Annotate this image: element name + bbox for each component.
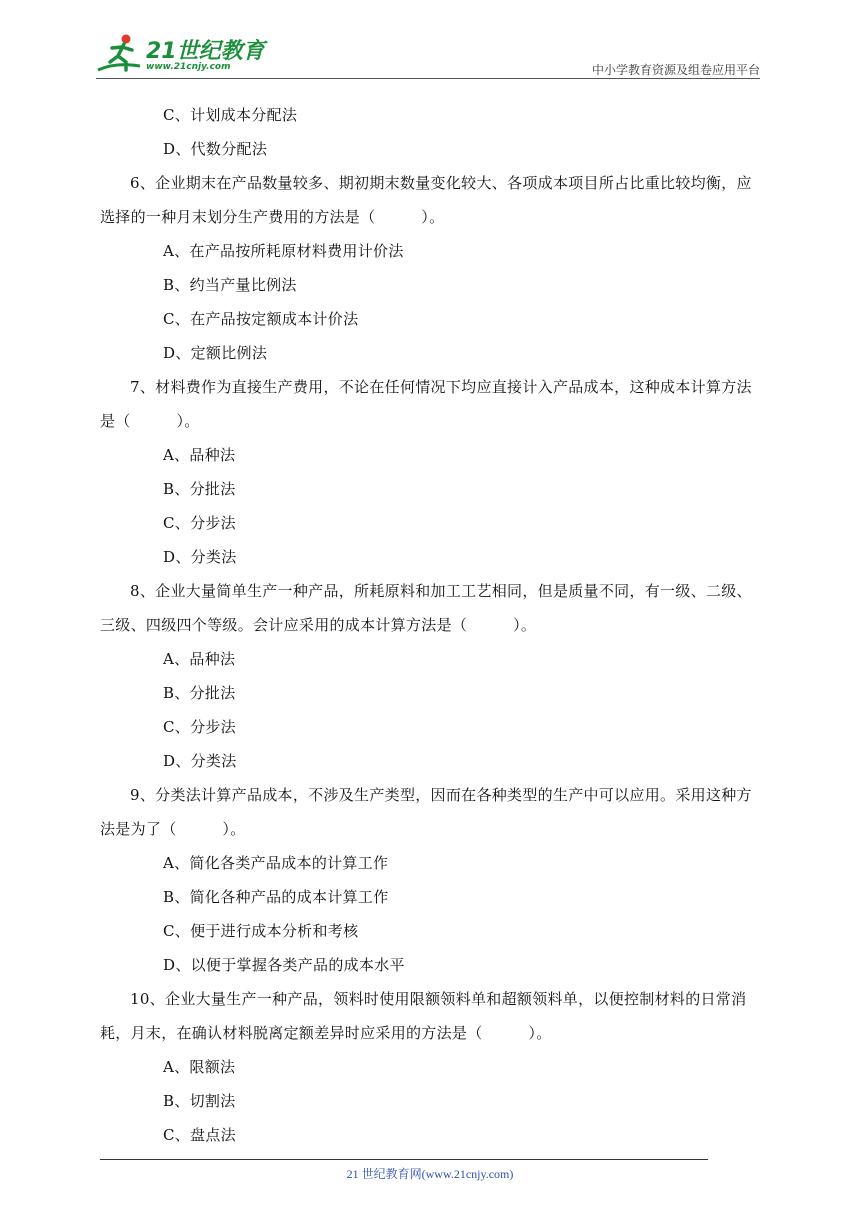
- question-text: 6、企业期末在产品数量较多、期初期末数量变化较大、各项成本项目所占比重比较均衡，应选择的一种月末划分生产费用的方法是（ ）。: [100, 174, 752, 226]
- option-item: D、分类法: [163, 548, 237, 566]
- option-item: A、限额法: [163, 1058, 236, 1076]
- option-item: B、分批法: [163, 480, 236, 498]
- running-figure-icon: [96, 32, 144, 76]
- option-item: A、在产品按所耗原材料费用计价法: [163, 242, 404, 260]
- option-item: D、以便于掌握各类产品的成本水平: [163, 956, 405, 974]
- option-item: D、定额比例法: [163, 344, 268, 362]
- option-item: C、分步法: [163, 718, 236, 736]
- footer-divider: [100, 1159, 708, 1160]
- question-text: 8、企业大量简单生产一种产品，所耗原料和加工工艺相同，但是质量不同，有一级、二级、三级、四级四个等级。会计应采用的成本计算方法是（ ）。: [100, 582, 752, 634]
- question-list: [100, 98, 764, 1152]
- option-item: C、盘点法: [163, 1126, 236, 1144]
- header-divider: [96, 78, 760, 79]
- logo-url: www.21cnjy.com: [146, 62, 231, 72]
- option-item: C、在产品按定额成本计价法: [163, 310, 359, 328]
- option-item: A、品种法: [163, 650, 236, 668]
- question-text: 9、分类法计算产品成本，不涉及生产类型，因而在各种类型的生产中可以应用。采用这种方法是为了（ ）。: [100, 786, 752, 838]
- option-item: B、分批法: [163, 684, 236, 702]
- question-text: 7、材料费作为直接生产费用，不论在任何情况下均应直接计入产品成本，这种成本计算方法是（ ）。: [100, 378, 752, 430]
- option-item: B、简化各种产品的成本计算工作: [163, 888, 389, 906]
- footer-link[interactable]: 21 世纪教育网(www.21cnjy.com): [346, 1167, 514, 1181]
- option-item: D、分类法: [163, 752, 237, 770]
- option-item: B、切割法: [163, 1092, 236, 1110]
- option-item: B、约当产量比例法: [163, 276, 297, 294]
- page-header: [96, 30, 760, 80]
- option-item: A、简化各类产品成本的计算工作: [163, 854, 389, 872]
- platform-title: 中小学教育资源及组卷应用平台: [591, 63, 760, 77]
- option-item: D、代数分配法: [163, 140, 268, 158]
- logo: [96, 30, 266, 78]
- option-item: C、分步法: [163, 514, 236, 532]
- option-item: A、品种法: [163, 446, 236, 464]
- logo-text: 21世纪教育: [146, 39, 265, 64]
- question-text: 10、企业大量生产一种产品，领料时使用限额领料单和超额领料单，以便控制材料的日常消耗，月末，在确认材料脱离定额差异时应采用的方法是（ ）。: [100, 990, 747, 1042]
- option-item: C、计划成本分配法: [163, 106, 298, 124]
- option-item: C、便于进行成本分析和考核: [163, 922, 359, 940]
